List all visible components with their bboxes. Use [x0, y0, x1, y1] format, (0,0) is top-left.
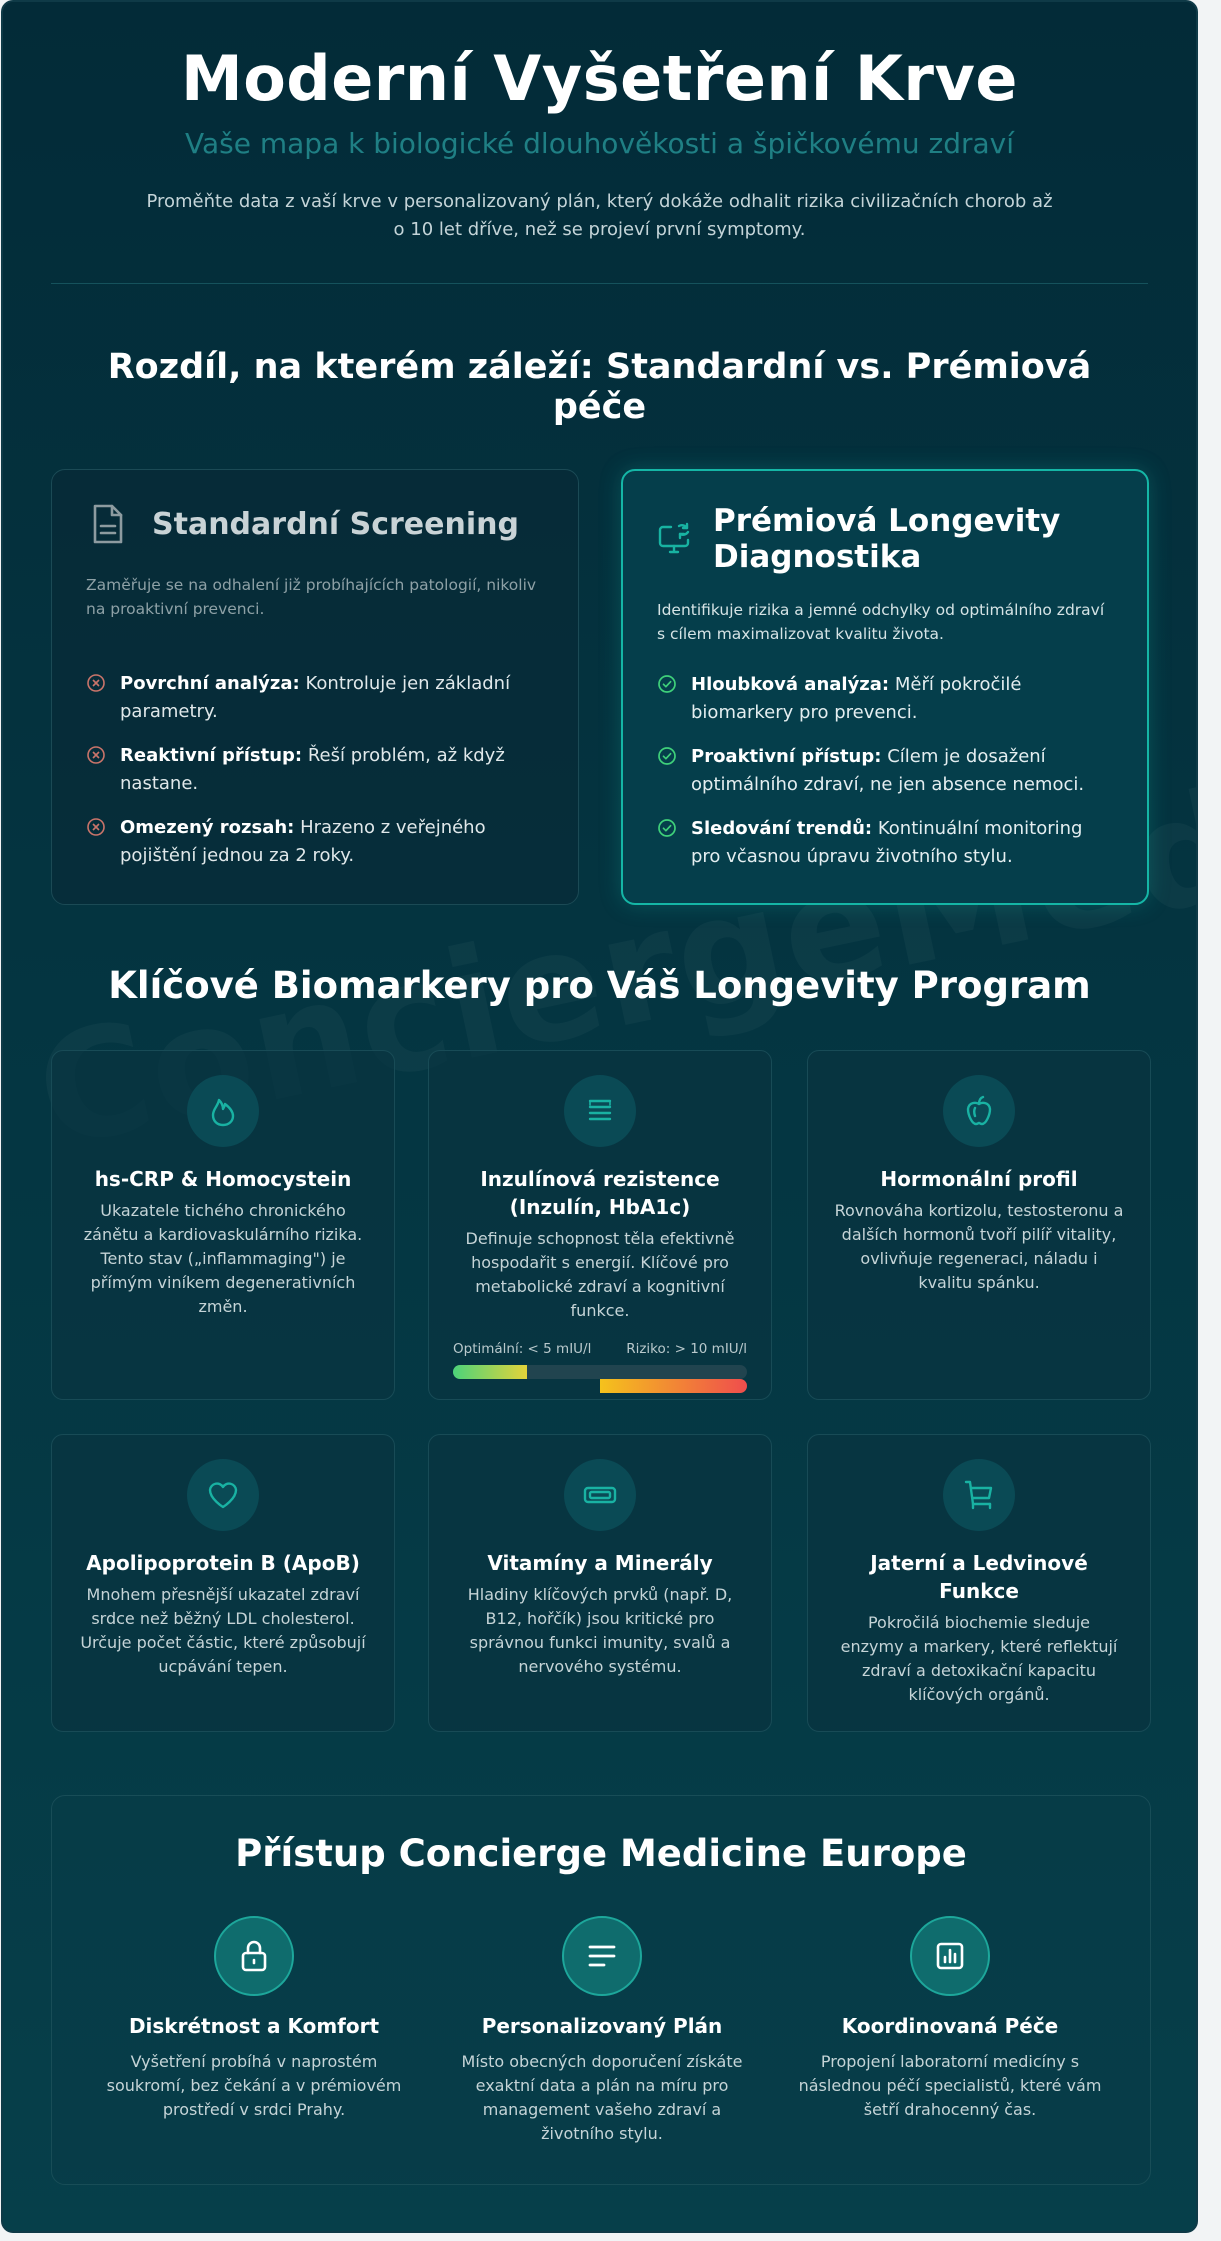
range-track	[453, 1365, 747, 1379]
premium-title: Prémiová Longevity Diagnostika	[713, 503, 1061, 575]
hero-lead: Proměňte data z vaší krve v personalizovaný plán, který dokáže odhalit rizika civilizačních chorob až o 10 let dříve, než se projeví první symptomy.	[146, 191, 1053, 240]
approach-section	[51, 1795, 1151, 2185]
lock-icon	[214, 1916, 294, 1996]
item-text: Kontroluje jen základní parametry.	[120, 673, 511, 722]
hero	[3, 42, 1196, 244]
biomarker-description: Hladiny klíčových prvků (např. D, B12, hořčík) jsou kritické pro správnou funkci imunity, svalů a nervového systému.	[467, 1585, 733, 1676]
standard-screening-card	[51, 469, 579, 905]
biomarker-name: Jaterní a Ledvinové Funkce	[870, 1551, 1088, 1603]
approach-name: Personalizovaný Plán	[481, 2014, 723, 2038]
apple-icon	[943, 1075, 1015, 1147]
cross-circle-icon	[86, 745, 106, 765]
biomarker-card-hormones	[807, 1050, 1151, 1400]
item-label: Povrchní analýza:	[120, 673, 300, 694]
cross-circle-icon	[86, 817, 106, 837]
optimal-range-fill	[453, 1365, 527, 1379]
item-label: Proaktivní přístup:	[691, 746, 882, 767]
item-text: Hrazeno z veřejného pojištění jednou za 2 roky.	[120, 817, 486, 866]
divider	[51, 283, 1148, 284]
approach-description: Propojení laboratorní medicíny s následnou péčí specialistů, které vám šetří drahocenný čas.	[798, 2052, 1102, 2119]
biomarker-card-liver-kidney	[807, 1434, 1151, 1732]
check-circle-icon	[657, 746, 677, 766]
biomarker-description: Mnohem přesnější ukazatel zdraví srdce než běžný LDL cholesterol. Určuje počet částic, které způsobují ucpávání tepen.	[80, 1585, 366, 1676]
standard-title: Standardní Screening	[152, 506, 519, 542]
biomarker-name: Apolipoprotein B (ApoB)	[86, 1551, 360, 1575]
approach-description: Vyšetření probíhá v naprostém soukromí, bez čekání a v prémiovém prostředí v srdci Prahy.	[106, 2052, 402, 2119]
document-icon	[86, 502, 130, 546]
biomarkers-title: Klíčové Biomarkery pro Váš Longevity Program	[108, 964, 1091, 1007]
premium-list	[657, 671, 1117, 887]
list-item	[86, 670, 548, 726]
list-item	[86, 814, 548, 870]
capsule-icon	[564, 1459, 636, 1531]
item-label: Reaktivní přístup:	[120, 745, 303, 766]
biomarker-card-vitamins	[428, 1434, 772, 1732]
biomarker-card-apob	[51, 1434, 395, 1732]
biomarker-card-insulin	[428, 1050, 772, 1400]
standard-description: Zaměřuje se na odhalení již probíhajících patologií, nikoliv na proaktivní prevenci.	[86, 576, 537, 618]
premium-description: Identifikuje rizika a jemné odchylky od optimálního zdraví s cílem maximalizovat kvalitu života.	[657, 601, 1105, 643]
biomarker-description: Definuje schopnost těla efektivně hospodařit s energií. Klíčové pro metabolické zdraví a kognitivní funkce.	[465, 1229, 735, 1320]
biomarker-description: Ukazatele tichého chronického zánětu a kardiovaskulárního rizika. Tento stav („inflammaging") je přímým viníkem degenerativních změn.	[83, 1201, 363, 1316]
flame-icon	[187, 1075, 259, 1147]
list-item	[86, 742, 548, 798]
page-title: Moderní Vyšetření Krve	[181, 42, 1018, 115]
risk-label: Riziko: > 10 mIU/l	[626, 1341, 747, 1357]
biomarker-name: Vitamíny a Minerály	[487, 1551, 713, 1575]
approach-title: Přístup Concierge Medicine Europe	[235, 1832, 967, 1875]
biomarker-card-hscrp	[51, 1050, 395, 1400]
list-lines-icon	[564, 1075, 636, 1147]
approach-name: Koordinovaná Péče	[841, 2014, 1059, 2038]
premium-longevity-card	[621, 469, 1149, 905]
heart-icon	[187, 1459, 259, 1531]
shopping-cart-icon	[943, 1459, 1015, 1531]
biomarker-description: Pokročilá biochemie sleduje enzymy a markery, které reflektují zdraví a detoxikační kapacitu klíčových orgánů.	[840, 1613, 1118, 1704]
item-label: Omezený rozsah:	[120, 817, 295, 838]
biomarker-name: Inzulínová rezistence (Inzulín, HbA1c)	[480, 1167, 720, 1219]
item-label: Hloubková analýza:	[691, 674, 890, 695]
insulin-range-bar	[453, 1341, 747, 1379]
approach-item-discretion	[94, 1916, 414, 2122]
approach-item-coordinated-care	[790, 1916, 1110, 2122]
item-label: Sledování trendů:	[691, 818, 873, 839]
list-item	[657, 671, 1117, 727]
bar-chart-icon	[910, 1916, 990, 1996]
item-text: Měří pokročilé biomarkery pro prevenci.	[691, 674, 1022, 723]
approach-description: Místo obecných doporučení získáte exaktní data a plán na míru pro management vašeho zdraví a životního stylu.	[461, 2052, 743, 2143]
check-circle-icon	[657, 818, 677, 838]
infographic-page	[1, 0, 1198, 2233]
biomarker-name: Hormonální profil	[880, 1167, 1078, 1191]
cross-circle-icon	[86, 673, 106, 693]
list-item	[657, 815, 1117, 871]
item-text: Řeší problém, až když nastane.	[120, 745, 505, 794]
approach-name: Diskrétnost a Komfort	[128, 2014, 380, 2038]
monitor-sync-icon	[657, 517, 691, 561]
risk-range-fill	[600, 1379, 747, 1393]
text-lines-icon	[562, 1916, 642, 1996]
standard-list	[86, 670, 548, 886]
optimal-label: Optimální: < 5 mIU/l	[453, 1341, 592, 1357]
biomarker-name: hs-CRP & Homocystein	[94, 1167, 352, 1191]
item-text: Cílem je dosažení optimálního zdraví, ne jen absence nemoci.	[691, 746, 1085, 795]
page-subtitle: Vaše mapa k biologické dlouhověkosti a špičkovému zdraví	[185, 127, 1014, 160]
list-item	[657, 743, 1117, 799]
comparison-title: Rozdíl, na kterém záleží: Standardní vs. Prémiová péče	[107, 347, 1092, 427]
item-text: Kontinuální monitoring pro včasnou úpravu životního stylu.	[691, 818, 1083, 867]
check-circle-icon	[657, 674, 677, 694]
biomarker-description: Rovnováha kortizolu, testosteronu a dalších hormonů tvoří pilíř vitality, ovlivňuje regeneraci, náladu i kvalitu spánku.	[834, 1201, 1124, 1292]
approach-item-plan	[442, 1916, 762, 2146]
